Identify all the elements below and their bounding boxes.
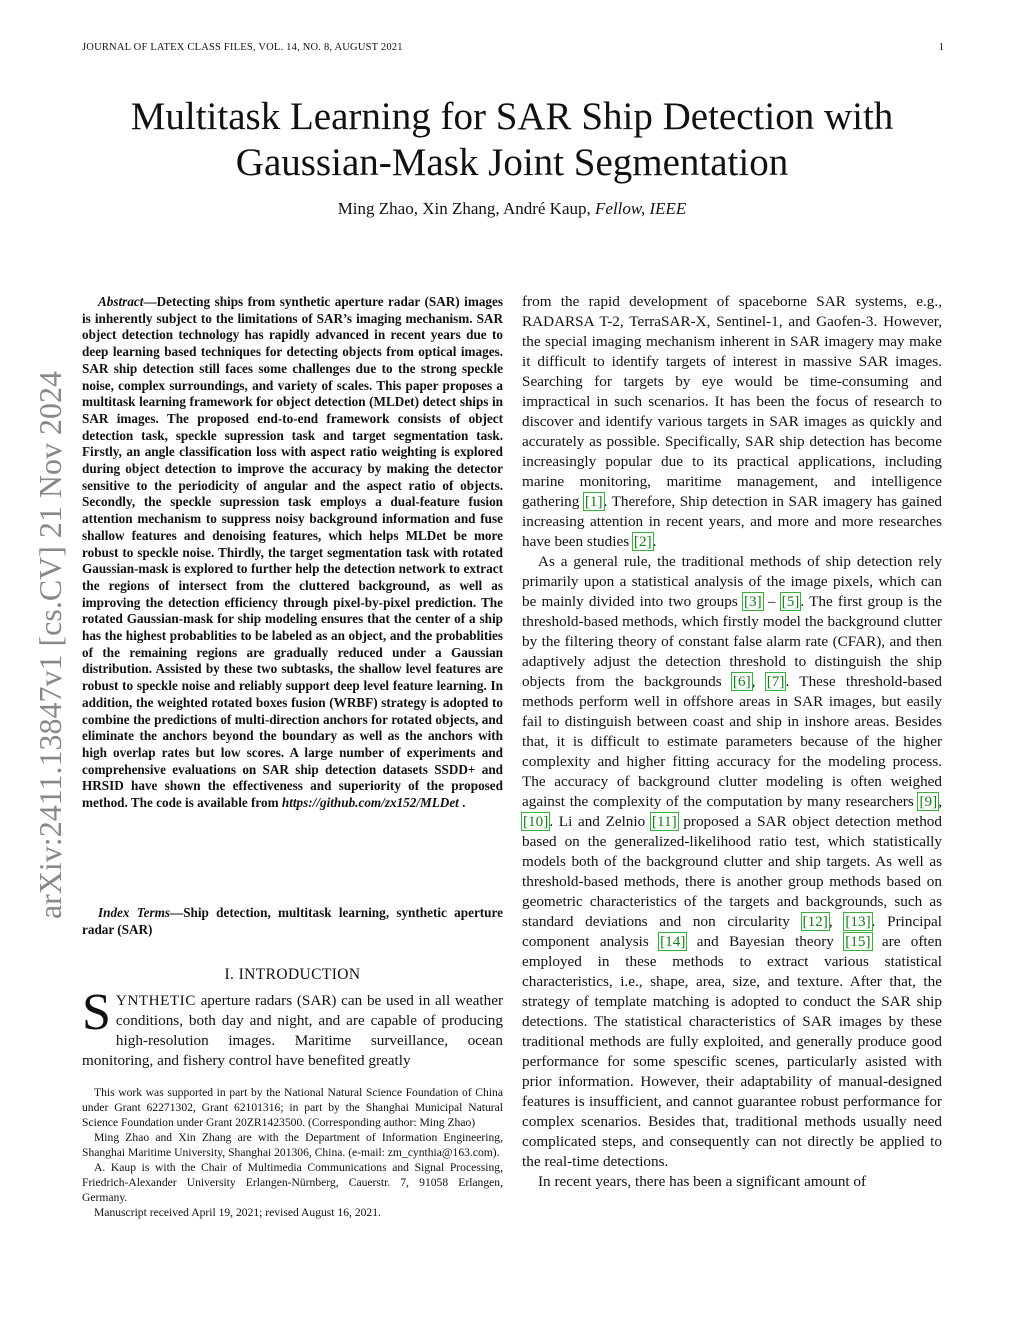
body-paragraph-3: In recent years, there has been a significant amount of	[538, 1173, 867, 1190]
text-span: and Bayesian theory	[686, 933, 845, 950]
text-span: are often employed in these methods to extract various statistical characteristics, i.e., shape, area, size, and texture. After that, the strategy of template matching is adopted to conduct the SAR ship detections. The statistical characteristics of SAR images by these traditional methods are fully exploited, and generally produce good performance for some spescific scenes, particularly asisted with prior information. However, their adaptability of manual-designed features is insufficient, and cannot guarantee robust performance for complex scenarios. Besides that, traditional methods usually need complicated steps, and consequently can not directly be applied to the real-time detections.	[522, 933, 942, 1170]
intro-text: aperture radars (SAR) can be used in all weather conditions, both day and night, and are capable of producing high-resolution images. Maritime surveillance, ocean monitoring, and fishery control have benefited greatly	[82, 992, 503, 1069]
citation-link[interactable]: [12]	[802, 913, 828, 930]
body-paragraph-1	[522, 292, 942, 552]
arxiv-identifier[interactable]: arXiv:2411.13847v1 [cs.CV] 21 Nov 2024	[32, 370, 68, 920]
abstract-end: .	[458, 795, 466, 811]
code-url[interactable]: https://github.com/zx152/MLDet	[281, 795, 459, 811]
right-column-body	[522, 292, 942, 1192]
index-terms-label: Index Terms	[98, 905, 171, 920]
citation-link[interactable]: [1]	[584, 493, 603, 510]
intro-paragraph	[82, 984, 503, 1071]
text-span: . Li and Zelnio	[549, 813, 651, 830]
text-span: from the rapid development of spaceborne SAR systems, e.g., RADARSA T-2, TerraSAR-X, Sentinel-1, and Gaofen-3. However, the special imaging mechanism inherent in SAR imagery may make it difficult to identify targets of interest in massive SAR images. Searching for targets by eye would be time-consuming and impractical in such scenarios. It has been the focus of research to discover and identify various targets in SAR images as quickly and accurately as possible. Specifically, SAR ship detection has become increasingly popular due to its practical applications, including marine monitoring, maritime management, and intelligence gathering	[522, 293, 942, 510]
running-head: JOURNAL OF LATEX CLASS FILES, VOL. 14, NO. 8, AUGUST 2021	[82, 42, 403, 53]
section-heading: I. INTRODUCTION	[224, 966, 361, 983]
paper-title: Multitask Learning for SAR Ship Detection with Gaussian-Mask Joint Segmentation	[130, 95, 894, 184]
text-span: . Principal component analysis	[522, 913, 943, 950]
footnote-manuscript: Manuscript received April 19, 2021; revised August 16, 2021.	[94, 1206, 381, 1219]
citation-link[interactable]: [3]	[743, 593, 762, 610]
text-span: ,	[751, 673, 766, 690]
footnotes	[82, 1085, 503, 1220]
footnote-affiliation-2: A. Kaup is with the Chair of Multimedia Communications and Signal Processing, Friedrich-Alexander University Erlangen-Nürnberg, Cauerstr. 7, 91058 Erlangen, Germany.	[82, 1161, 503, 1204]
citation-link[interactable]: [7]	[766, 673, 785, 690]
citation-link[interactable]: [11]	[651, 813, 677, 830]
citation-link[interactable]: [5]	[781, 593, 800, 610]
index-terms-text: —Ship detection, multitask learning, synthetic aperture radar (SAR)	[82, 905, 503, 937]
text-span: proposed a SAR object detection method based on the generalized-likelihood ratio test, which statistically models both of the background clutter and ship targets. As well as threshold-based methods, there is another group methods based on geometric characteristics of the targets and backgrounds, such as standard deviations and non circularity	[522, 813, 942, 930]
intro-smallcaps: YNTHETIC	[115, 992, 196, 1009]
footnote-affiliation-1: Ming Zhao and Xin Zhang are with the Department of Information Engineering, Shanghai Maritime University, Shanghai 201306, China. (e-mail: zm_cynthia@163.com).	[82, 1131, 503, 1159]
author-suffix: Fellow, IEEE	[595, 199, 687, 218]
citation-link[interactable]: [14]	[660, 933, 686, 950]
citation-link[interactable]: [2]	[633, 533, 652, 550]
author-line	[60, 199, 964, 219]
text-span: . The first group is the threshold-based methods, which firstly model the background clutter by the filtering theory of constant false alarm rate (CFAR), and then adaptively adjust the detection threshold to distinguish the ship objects from the backgrounds	[522, 593, 943, 690]
citation-link[interactable]: [10]	[523, 813, 549, 830]
drop-cap: S	[82, 984, 111, 1041]
citation-link[interactable]: [9]	[919, 793, 938, 810]
body-paragraph-2	[522, 552, 942, 1172]
abstract-text: —Detecting ships from synthetic aperture radar (SAR) images is inherently subject to the limitations of SAR’s imaging mechanism. SAR object detection technology has rapidly advanced in recent years due to deep learning based techniques for detecting objects from optical images. SAR ship detection still faces some challenges due to the strong speckle noise, complex surroundings, and variety of scales. This paper proposes a multitask learning framework for object detection (MLDet) detect ships in SAR images. The proposed end-to-end framework consists of object detection task, speckle supression task and target segmentation task. Firstly, an angle classification loss with aspect ratio weighting is explored during object detection to improve the accuracy by making the detector sensitive to the periodicity of angular and the aspect ratio of objects. Secondly, the speckle supression task employs a dual-feature fusion attention mechanism to suppress noisy background information and fuse shallow features and denoising features, which helps MLDet be more robust to speckle noise. Thirdly, the target segmentation task with rotated Gaussian-mask is explored to further help the detection network to extract the regions of intersect from the cluttered background, as well as improving the detection efficiency through pixel-by-pixel prediction. The rotated Gaussian-mask for ship modeling ensures that the center of a ship has the highest probablities to be labeled as an object, and the probablities of the remaining regions are gradually reduced under a Gaussian distribution. Assisted by these two subtasks, the shallow level features are robust to speckle noise and reliably support deep level feature learning. In addition, the weighted rotated boxes fusion (WRBF) strategy is adopted to combine the predictions of multi-direction anchors for rotated objects, and eliminate the anchors beyond the boundary as well as the anchors with high overlap rates but low scores. A large number of experiments and comprehensive evaluations on SAR ship detection datasets SSDD+ and HRSID have shown the effectiveness and superiority of the proposed method. The code is available from	[82, 294, 503, 811]
abstract	[82, 294, 503, 812]
footnote-funding: This work was supported in part by the National Natural Science Foundation of China under Grant 62271302, Grant 62101316; in part by the Shanghai Municipal Natural Science Foundation under Grant 20ZR1423500. (Corresponding author: Ming Zhao)	[82, 1086, 503, 1129]
text-span: –	[762, 593, 781, 610]
text-span: As a general rule, the traditional methods of ship detection rely primarily upon a statistical analysis of the image pixels, which can be mainly divided into two groups	[522, 553, 942, 610]
text-span: . Therefore, Ship detection in SAR imagery has gained increasing attention in recent years, and more and more researches have been studies	[522, 493, 942, 550]
text-span: .	[652, 533, 657, 550]
text-span: ,	[938, 793, 942, 810]
citation-link[interactable]: [6]	[732, 673, 751, 690]
author-names: Ming Zhao, Xin Zhang, André Kaup,	[337, 199, 591, 218]
text-span: . These threshold-based methods perform well in offshore areas in SAR images, but easily fail to distinguish between coast and ship in inshore areas. Besides that, it is difficult to estimate parameters because of the higher complexity and higher fitting accuracy for the modeling process. The accuracy of background clutter modeling is often weighed against the complexity of the computation by many researchers	[522, 673, 943, 810]
page-number: 1	[938, 42, 944, 53]
abstract-label: Abstract	[98, 294, 144, 309]
text-span: ,	[828, 913, 845, 930]
citation-link[interactable]: [15]	[845, 933, 871, 950]
citation-link[interactable]: [13]	[845, 913, 871, 930]
index-terms	[82, 905, 503, 938]
